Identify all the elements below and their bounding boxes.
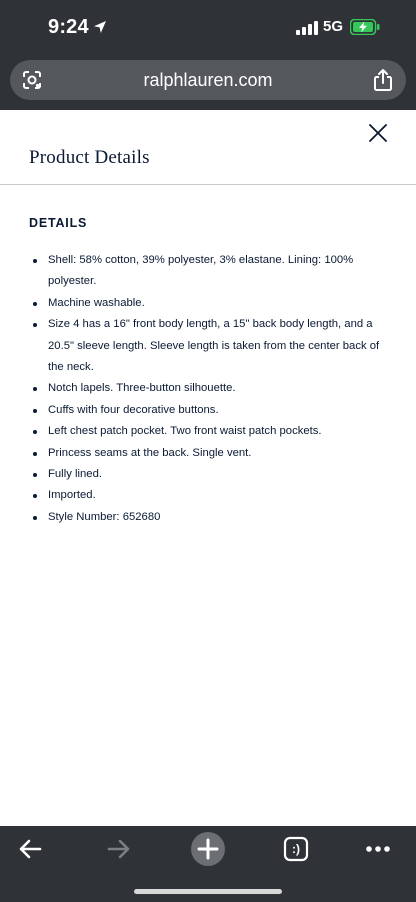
new-tab-button[interactable] [190,831,226,867]
more-menu-button[interactable] [360,834,396,864]
list-item: Style Number: 652680 [29,507,389,528]
cellular-signal-icon [296,21,318,35]
address-bar[interactable] [10,60,406,100]
product-details-panel [0,110,416,826]
section-heading: DETAILS [29,216,88,230]
forward-arrow-icon [107,839,131,859]
tab-switcher-label: :) [292,842,300,856]
list-item: Left chest patch pocket. Two front waist patch pockets. [29,421,389,442]
panel-title: Product Details [29,147,150,168]
divider [0,184,416,185]
share-icon[interactable] [372,68,394,92]
status-bar [0,0,416,56]
status-time: 9:24 [48,16,89,38]
plus-icon [190,831,226,867]
list-item: Notch lapels. Three-button silhouette. [29,378,389,399]
tab-switcher-button[interactable] [278,834,314,864]
list-item: Size 4 has a 16" front body length, a 15" back body length, and a 20.5" sleeve length. Sleeve length is taken from the center back of the neck. [29,314,389,378]
forward-button[interactable] [101,834,137,864]
list-item: Machine washable. [29,293,389,314]
more-dots-icon [365,845,391,853]
battery-charging-icon [350,19,380,35]
back-arrow-icon [18,839,42,859]
list-item: Imported. [29,485,389,506]
list-item: Cuffs with four decorative buttons. [29,400,389,421]
home-indicator[interactable] [134,889,282,894]
list-item: Princess seams at the back. Single vent. [29,443,389,464]
url-text[interactable]: ralphlauren.com [143,70,273,90]
close-icon[interactable] [367,122,389,144]
details-list [29,250,389,528]
list-item: Shell: 58% cotton, 39% polyester, 3% elastane. Lining: 100% polyester. [29,250,389,293]
back-button[interactable] [12,834,48,864]
location-arrow-icon [93,20,107,34]
list-item: Fully lined. [29,464,389,485]
network-type: 5G [323,18,344,35]
